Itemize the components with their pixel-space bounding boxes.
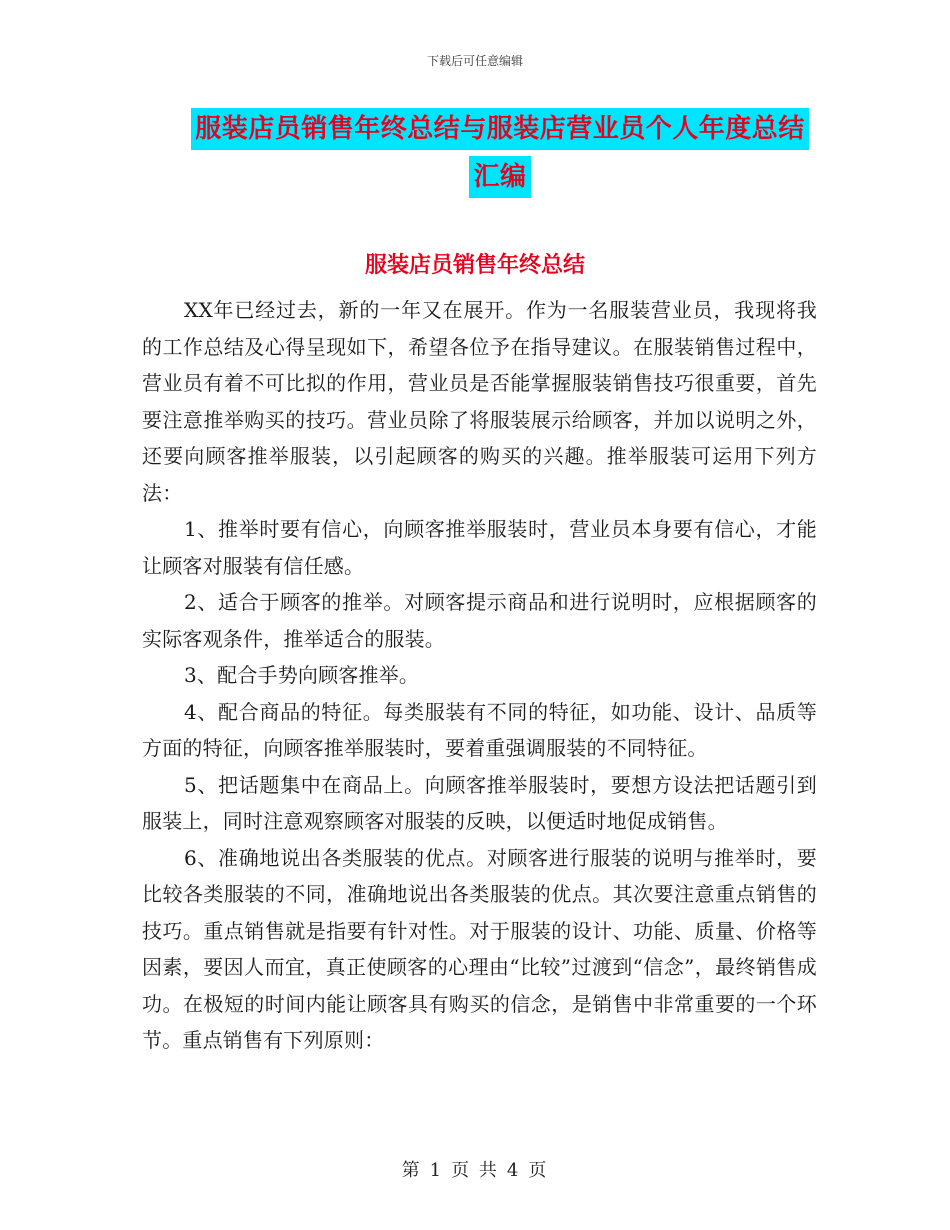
title-line-2: 汇编: [469, 156, 530, 198]
paragraph-item-5: 5、把话题集中在商品上。向顾客推举服装时，要想方设法把话题引到服装上，同时注意观察顾客对服装的反映，以便适时地促成销售。: [142, 772, 817, 833]
paragraph-item-4: 4、配合商品的特征。每类服装有不同的特征，如功能、设计、品质等方面的特征，向顾客推举服装时，要着重强调服装的不同特征。: [142, 699, 817, 760]
paragraph-item-2: 2、适合于顾客的推举。对顾客提示商品和进行说明时，应根据顾客的实际客观条件，推举适合的服装。: [142, 590, 817, 651]
paragraph-intro: XX年已经过去，新的一年又在展开。作为一名服装营业员，我现将我的工作总结及心得呈现如下，希望各位予在指导建议。在服装销售过程中，营业员有着不可比拟的作用，营业员是否能掌握服装销售技巧很重要，首先要注意推举购买的技巧。营业员除了将服装展示给顾客，并加以说明之外，还要向顾客推举服装，以引起顾客的购买的兴趣。推举服装可运用下列方法：: [142, 298, 817, 505]
footer-prefix: 第: [401, 1160, 422, 1181]
footer-mid: 页 共: [451, 1160, 499, 1181]
header-note: 下载后可任意编辑: [426, 54, 523, 68]
section-title: 服装店员销售年终总结: [364, 252, 585, 278]
footer-suffix: 页: [528, 1160, 549, 1181]
paragraph-item-3: 3、配合手势向顾客推举。: [184, 663, 420, 687]
paragraph-item-1: 1、推举时要有信心，向顾客推举服装时，营业员本身要有信心，才能让顾客对服装有信任感。: [142, 517, 817, 578]
document-body: [142, 292, 817, 1059]
footer-total-pages: 4: [506, 1160, 521, 1181]
title-line-1: 服装店员销售年终总结与服装店营业员个人年度总结: [191, 108, 809, 150]
paragraph-item-6: 6、准确地说出各类服装的优点。对顾客进行服装的说明与推举时，要比较各类服装的不同，准确地说出各类服装的优点。其次要注意重点销售的技巧。重点销售就是指要有针对性。对于服装的设计、功能、质量、价格等因素，要因人而宜，真正使顾客的心理由“比较”过渡到“信念”，最终销售成功。在极短的时间内能让顾客具有购买的信念，是销售中非常重要的一个环节。重点销售有下列原则：: [142, 845, 817, 1052]
page-footer: [0, 1156, 950, 1182]
document-title: [190, 108, 810, 198]
footer-page-number: 1: [429, 1160, 444, 1181]
